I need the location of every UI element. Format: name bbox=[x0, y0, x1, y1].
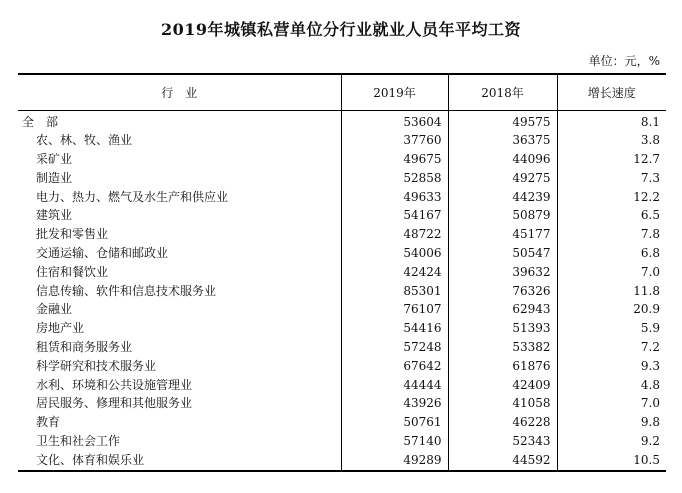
wage-2018-cell: 46228 bbox=[448, 413, 557, 432]
wage-2018-cell: 36375 bbox=[448, 131, 557, 150]
growth-cell: 3.8 bbox=[557, 131, 666, 150]
wage-2018-cell: 51393 bbox=[448, 319, 557, 338]
table-row bbox=[18, 300, 666, 319]
industry-cell: 金融业 bbox=[36, 302, 73, 317]
industry-cell: 居民服务、修理和其他服务业 bbox=[36, 396, 193, 411]
growth-cell: 6.8 bbox=[557, 244, 666, 263]
table-row bbox=[18, 188, 666, 207]
wage-2018-cell: 61876 bbox=[448, 357, 557, 376]
growth-cell: 9.3 bbox=[557, 357, 666, 376]
growth-cell: 7.0 bbox=[557, 394, 666, 413]
table-row bbox=[18, 376, 666, 395]
wage-2018-cell: 45177 bbox=[448, 225, 557, 244]
table-title: 2019年城镇私营单位分行业就业人员年平均工资 bbox=[160, 20, 522, 39]
growth-cell: 10.5 bbox=[557, 451, 666, 471]
industry-cell: 电力、热力、燃气及水生产和供应业 bbox=[36, 189, 229, 204]
wage-2018-cell: 49575 bbox=[448, 110, 557, 131]
header-growth: 增长速度 bbox=[557, 74, 666, 110]
growth-cell: 12.7 bbox=[557, 150, 666, 169]
industry-cell: 文化、体育和娱乐业 bbox=[18, 451, 341, 471]
wage-2018-cell: 62943 bbox=[448, 300, 557, 319]
header-row bbox=[18, 74, 666, 110]
wage-2019-cell: 54167 bbox=[341, 206, 448, 225]
table-row bbox=[18, 338, 666, 357]
wage-2018-cell: 44096 bbox=[448, 150, 557, 169]
industry-cell: 交通运输、仓储和邮政业 bbox=[36, 246, 169, 261]
industry-cell: 制造业 bbox=[36, 170, 73, 185]
table-row bbox=[18, 432, 666, 451]
wage-2018-cell: 50547 bbox=[448, 244, 557, 263]
wage-2019-cell: 57140 bbox=[341, 432, 448, 451]
wage-2019-cell: 67642 bbox=[341, 357, 448, 376]
table-row bbox=[18, 451, 666, 471]
wage-2018-cell: 49275 bbox=[448, 169, 557, 188]
industry-cell: 水利、环境和公共设施管理业 bbox=[36, 377, 193, 392]
industry-cell: 租赁和商务服务业 bbox=[36, 340, 133, 355]
wage-2018-cell: 44239 bbox=[448, 188, 557, 207]
industry-cell: 采矿业 bbox=[36, 152, 73, 167]
wage-2019-cell: 57248 bbox=[341, 338, 448, 357]
header-industry: 行 业 bbox=[18, 74, 341, 110]
growth-cell: 9.8 bbox=[557, 413, 666, 432]
growth-cell: 7.2 bbox=[557, 338, 666, 357]
wage-2018-cell: 52343 bbox=[448, 432, 557, 451]
growth-cell: 11.8 bbox=[557, 282, 666, 301]
wage-2019-cell: 44444 bbox=[341, 376, 448, 395]
wage-2019-cell: 54416 bbox=[341, 319, 448, 338]
industry-cell: 建筑业 bbox=[36, 208, 73, 223]
growth-cell: 7.8 bbox=[557, 225, 666, 244]
wage-2019-cell: 76107 bbox=[341, 300, 448, 319]
wage-2019-cell: 49675 bbox=[341, 150, 448, 169]
wage-2019-cell: 48722 bbox=[341, 225, 448, 244]
header-2018: 2018年 bbox=[448, 74, 557, 110]
wage-2019-cell: 52858 bbox=[341, 169, 448, 188]
wage-2018-cell: 53382 bbox=[448, 338, 557, 357]
table-row bbox=[18, 413, 666, 432]
growth-cell: 7.3 bbox=[557, 169, 666, 188]
wage-2019-cell: 53604 bbox=[341, 110, 448, 131]
table-row bbox=[18, 357, 666, 376]
table-row bbox=[18, 206, 666, 225]
table-row bbox=[18, 110, 666, 131]
table-row bbox=[18, 169, 666, 188]
table-row bbox=[18, 263, 666, 282]
industry-cell: 批发和零售业 bbox=[36, 227, 109, 242]
table-row bbox=[18, 282, 666, 301]
growth-cell: 12.2 bbox=[557, 188, 666, 207]
table-body bbox=[18, 110, 666, 471]
wage-2019-cell: 49289 bbox=[341, 451, 448, 471]
wage-table bbox=[18, 73, 666, 472]
wage-2019-cell: 37760 bbox=[341, 131, 448, 150]
wage-2018-cell: 39632 bbox=[448, 263, 557, 282]
table-row bbox=[18, 394, 666, 413]
table-row bbox=[18, 150, 666, 169]
growth-cell: 4.8 bbox=[557, 376, 666, 395]
wage-2018-cell: 50879 bbox=[448, 206, 557, 225]
growth-cell: 8.1 bbox=[557, 110, 666, 131]
growth-cell: 6.5 bbox=[557, 206, 666, 225]
industry-cell: 科学研究和技术服务业 bbox=[36, 358, 157, 373]
growth-cell: 9.2 bbox=[557, 432, 666, 451]
table-row bbox=[18, 244, 666, 263]
industry-cell: 农、林、牧、渔业 bbox=[36, 133, 133, 148]
wage-2019-cell: 43926 bbox=[341, 394, 448, 413]
wage-2018-cell: 44592 bbox=[448, 451, 557, 471]
wage-2019-cell: 85301 bbox=[341, 282, 448, 301]
wage-2018-cell: 76326 bbox=[448, 282, 557, 301]
unit-note: 单位：元，% bbox=[588, 54, 660, 68]
growth-cell: 7.0 bbox=[557, 263, 666, 282]
wage-2019-cell: 49633 bbox=[341, 188, 448, 207]
growth-cell: 5.9 bbox=[557, 319, 666, 338]
growth-cell: 20.9 bbox=[557, 300, 666, 319]
wage-2019-cell: 54006 bbox=[341, 244, 448, 263]
industry-cell: 卫生和社会工作 bbox=[36, 434, 121, 449]
industry-cell: 教育 bbox=[36, 415, 61, 430]
table-row bbox=[18, 131, 666, 150]
industry-cell: 住宿和餐饮业 bbox=[36, 264, 109, 279]
industry-cell: 房地产业 bbox=[36, 321, 85, 336]
table-row bbox=[18, 319, 666, 338]
wage-2019-cell: 50761 bbox=[341, 413, 448, 432]
header-2019: 2019年 bbox=[341, 74, 448, 110]
industry-cell: 信息传输、软件和信息技术服务业 bbox=[36, 283, 217, 298]
wage-2018-cell: 42409 bbox=[448, 376, 557, 395]
industry-cell: 全 部 bbox=[22, 114, 59, 129]
wage-2019-cell: 42424 bbox=[341, 263, 448, 282]
wage-2018-cell: 41058 bbox=[448, 394, 557, 413]
table-row bbox=[18, 225, 666, 244]
